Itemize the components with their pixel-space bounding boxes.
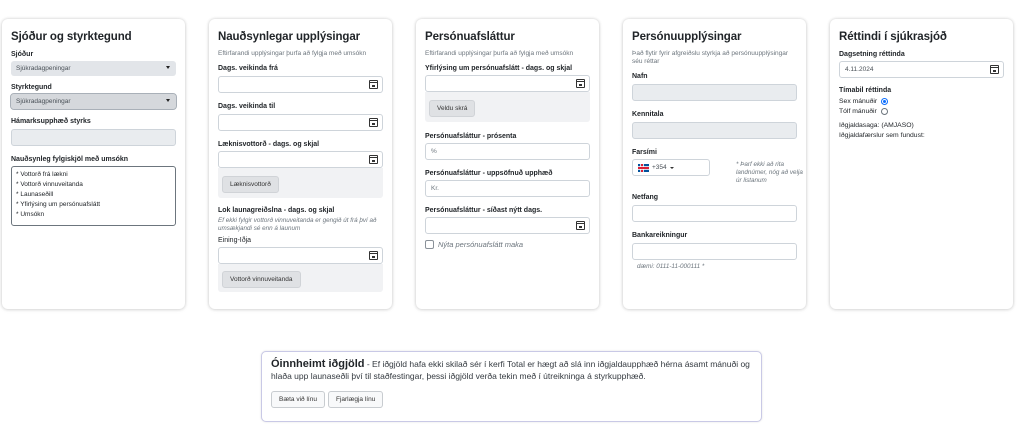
- calendar-icon[interactable]: [576, 221, 585, 230]
- unpaid-contributions-title: Óinnheimt iðgjöld: [271, 358, 365, 370]
- spouse-allowance-checkbox[interactable]: [425, 240, 434, 249]
- doctor-cert-label: Læknisvottorð - dags. og skjal: [218, 141, 320, 148]
- calendar-icon[interactable]: [369, 155, 378, 164]
- wage-end-date-input[interactable]: [218, 247, 383, 264]
- union-unit-label: Eining-Iðja: [218, 237, 252, 244]
- add-row-button[interactable]: Bæta við línu: [271, 391, 325, 408]
- contribution-history: Iðgjaldasaga: (AMJASO): [839, 122, 914, 129]
- grant-select[interactable]: [11, 94, 176, 109]
- sick-to-input[interactable]: [218, 114, 383, 131]
- required-info-subtitle: Eftirfarandi upplýsingar þurfa að fylgja með umsókn: [218, 50, 367, 57]
- calendar-icon[interactable]: [369, 80, 378, 89]
- allowance-accumulated-placeholder: Kr.: [431, 185, 439, 192]
- period-twelve-radio[interactable]: [881, 108, 888, 115]
- bank-hint: dæmi: 0111-11-000111 *: [637, 263, 705, 270]
- rights-date-value: 4.11.2024: [845, 66, 874, 73]
- list-item: * Vottorð vinnuveitanda: [16, 181, 83, 188]
- doctor-cert-upload-button[interactable]: Læknisvottorð: [222, 176, 279, 193]
- allowance-accumulated-input[interactable]: [425, 180, 590, 197]
- phone-label: Farsími: [632, 149, 657, 156]
- period-six-option[interactable]: [839, 97, 1004, 107]
- bank-input[interactable]: [632, 243, 797, 260]
- list-item: * Vottorð frá lækni: [16, 171, 68, 178]
- personal-allowance-card: [416, 19, 599, 309]
- doctor-cert-group: [218, 151, 383, 198]
- phone-group: [632, 159, 803, 187]
- sick-from-input[interactable]: [218, 76, 383, 93]
- email-input[interactable]: [632, 205, 797, 222]
- name-label: Nafn: [632, 73, 648, 80]
- grant-label: Styrktegund: [11, 84, 52, 91]
- period-six-radio[interactable]: [881, 98, 888, 105]
- sick-to-label: Dags. veikinda til: [218, 103, 276, 110]
- personal-info-card: [623, 19, 806, 309]
- name-field: [632, 84, 797, 101]
- chevron-down-icon: [670, 167, 674, 169]
- contribution-records: Iðgjaldafærslur sem fundust:: [839, 132, 925, 139]
- list-item: * Umsókn: [16, 211, 45, 218]
- personal-allowance-title: Persónuafsláttur: [425, 31, 515, 43]
- allowance-percent-placeholder: %: [431, 148, 437, 155]
- calendar-icon[interactable]: [369, 251, 378, 260]
- allowance-percent-label: Persónuafsláttur - prósenta: [425, 133, 517, 140]
- grant-select-value: Sjúkradagpeningar: [16, 98, 71, 105]
- rights-title: Réttindi í sjúkrasjóð: [839, 31, 947, 43]
- calendar-icon[interactable]: [369, 118, 378, 127]
- country-code-value: +354: [652, 164, 667, 171]
- allowance-percent-input[interactable]: [425, 143, 590, 160]
- allowance-accumulated-label: Persónuafsláttur - uppsöfnuð upphæð: [425, 170, 553, 177]
- fund-select[interactable]: [11, 61, 176, 76]
- doctor-cert-date-input[interactable]: [218, 151, 383, 168]
- rights-period-label: Tímabil réttinda: [839, 87, 892, 94]
- wage-end-label: Lok launagreiðslna - dags. og skjal: [218, 207, 335, 214]
- rights-card: [830, 19, 1013, 309]
- allowance-last-used-input[interactable]: [425, 217, 590, 234]
- required-info-card: [209, 19, 392, 309]
- fund-card: [2, 19, 185, 309]
- email-label: Netfang: [632, 194, 659, 201]
- fund-label: Sjóður: [11, 51, 34, 58]
- rights-date-input[interactable]: [839, 61, 1004, 78]
- fund-select-value: Sjúkradagpeningar: [16, 65, 71, 72]
- wage-end-group: [218, 247, 383, 292]
- personal-allowance-subtitle: Eftirfarandi upplýsingar þurfa að fylgja með umsókn: [425, 50, 574, 57]
- unpaid-contributions-text: [271, 358, 752, 382]
- unpaid-contributions-description: - Ef iðgjöld hafa ekki skilað sér í kerfi Total er hægt að slá inn iðgjaldaupphæð hérna ásamt mánuði og hlaða upp launaseðli því til staðfestingar, þessi iðgjöld verða tekin með í útreikninga á styrkupphæð.: [271, 359, 750, 381]
- list-item: * Launaseðill: [16, 191, 54, 198]
- allowance-decl-group: [425, 75, 590, 122]
- unpaid-contributions-card: [261, 351, 762, 422]
- phone-input[interactable]: [632, 159, 710, 176]
- docs-label: Nauðsynleg fylgiskjöl með umsókn: [11, 156, 129, 163]
- wage-end-hint: Ef ekki fylgir vottorð vinnuveitanda er gengið út frá því að umsækjandi sé enn á launum: [218, 217, 377, 232]
- spouse-allowance-label: Nýta persónuafslátt maka: [438, 240, 524, 249]
- unpaid-contributions-actions: [271, 391, 752, 408]
- ssn-label: Kennitala: [632, 111, 664, 118]
- choose-file-button[interactable]: Veldu skrá: [429, 100, 475, 117]
- calendar-icon[interactable]: [576, 79, 585, 88]
- phone-hint: * Þarf ekki að rita landnúmer, nóg að velja úr listanum: [736, 161, 803, 184]
- chevron-down-icon: [166, 99, 170, 102]
- spouse-allowance-row[interactable]: [425, 240, 590, 249]
- required-info-title: Nauðsynlegar upplýsingar: [218, 31, 361, 43]
- docs-listbox[interactable]: [11, 166, 176, 226]
- list-item: * Yfirlýsing um persónuafslátt: [16, 201, 101, 208]
- period-six-label: Sex mánuðir: [839, 98, 878, 105]
- fund-card-title: Sjóður og styrktegund: [11, 31, 132, 43]
- employer-cert-upload-button[interactable]: Vottorð vinnuveitanda: [222, 271, 301, 288]
- max-amount-label: Hámarksupphæð styrks: [11, 118, 91, 125]
- allowance-decl-date-input[interactable]: [425, 75, 590, 92]
- rights-date-label: Dagsetning réttinda: [839, 51, 905, 58]
- ssn-field: [632, 122, 797, 139]
- calendar-icon[interactable]: [990, 65, 999, 74]
- iceland-flag-icon: [638, 164, 649, 172]
- country-code-select[interactable]: [638, 164, 674, 172]
- bank-label: Bankareikningur: [632, 232, 688, 239]
- remove-row-button[interactable]: Fjarlægja línu: [328, 391, 383, 408]
- personal-info-title: Persónuupplýsingar: [632, 31, 742, 43]
- max-amount-field: [11, 129, 176, 146]
- allowance-decl-label: Yfirlýsing um persónuafslátt - dags. og skjal: [425, 65, 573, 72]
- personal-info-subtitle: Það flytir fyrir afgreiðslu styrkja að persónuupplýsingar séu réttar: [632, 50, 789, 65]
- allowance-last-used-label: Persónuafsláttur - síðast nýtt dags.: [425, 207, 543, 214]
- period-twelve-option[interactable]: [839, 107, 1004, 117]
- period-twelve-label: Tólf mánuðir: [839, 108, 877, 115]
- sick-from-label: Dags. veikinda frá: [218, 65, 278, 72]
- chevron-down-icon: [166, 66, 170, 69]
